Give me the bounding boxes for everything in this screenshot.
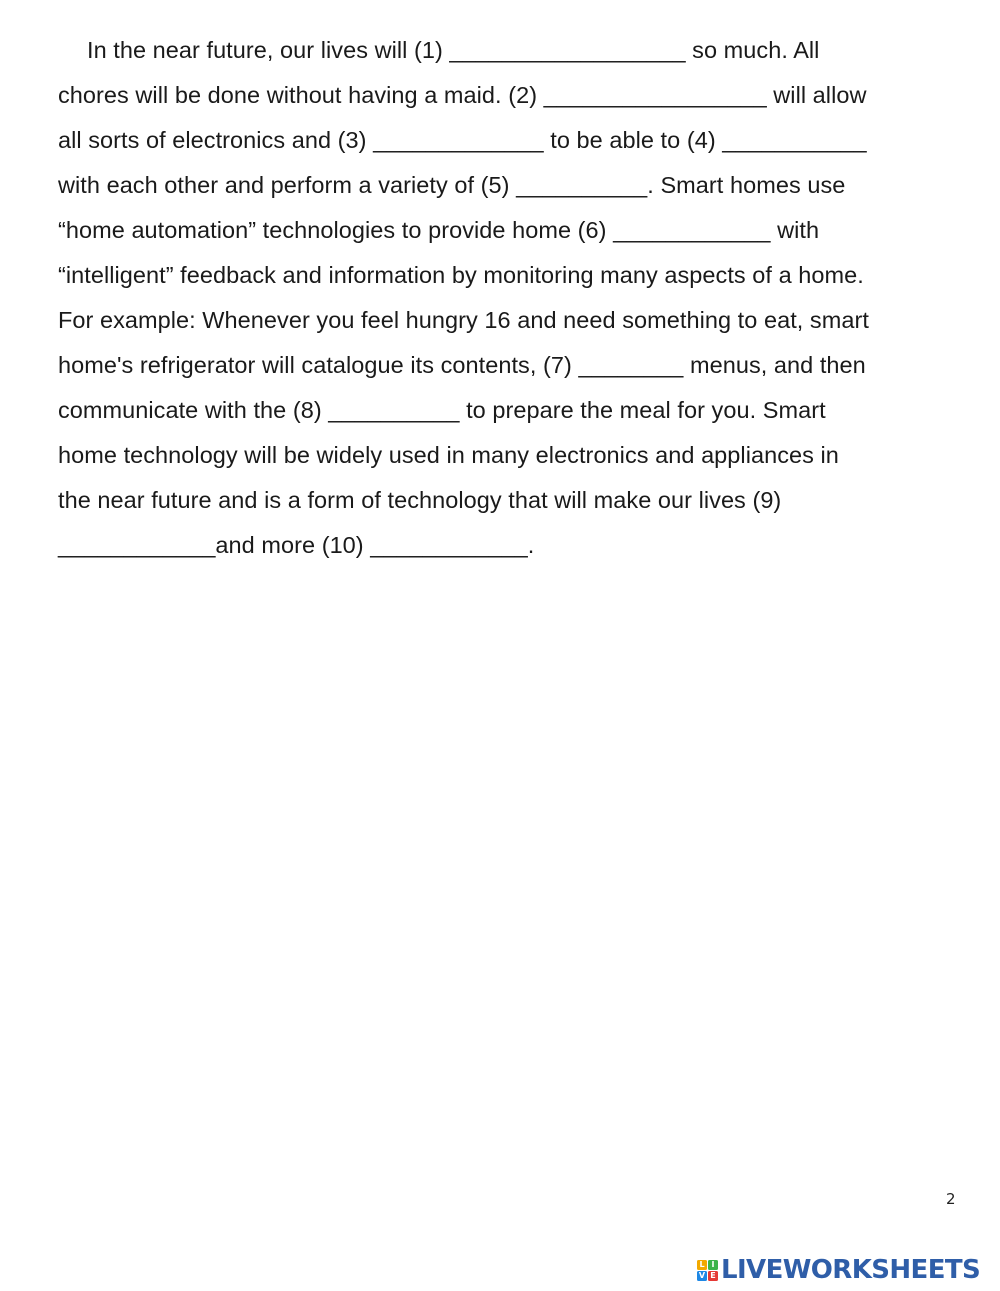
passage-line: In the near future, our lives will (1) __________________ so much. All	[87, 37, 820, 63]
passage-line: all sorts of electronics and (3) _____________ to be able to (4) ___________	[58, 127, 867, 153]
logo-text: LIVEWORKSHEETS	[721, 1255, 981, 1285]
passage-line: “home automation” technologies to provide home (6) ____________ with	[58, 217, 820, 243]
passage-line: the near future and is a form of technology that will make our lives (9)	[58, 487, 782, 513]
logo-tile: E	[708, 1271, 718, 1281]
liveworksheets-logo	[697, 1254, 980, 1286]
passage-line: “intelligent” feedback and information by monitoring many aspects of a home.	[58, 262, 864, 288]
logo-tile: V	[698, 1270, 706, 1280]
passage-line: home technology will be widely used in many electronics and appliances in	[58, 442, 839, 468]
logo-tile: I	[708, 1260, 718, 1270]
passage-line: home's refrigerator will catalogue its contents, (7) ________ menus, and then	[58, 352, 866, 378]
page-number: 2	[946, 1190, 956, 1208]
passage-line: with each other and perform a variety of (5) __________. Smart homes use	[58, 172, 846, 198]
logo-tile: L	[697, 1260, 707, 1270]
passage-line: ____________and more (10) ____________.	[58, 532, 535, 558]
logo-mark-icon	[697, 1260, 718, 1281]
passage-line: chores will be done without having a maid. (2) _________________ will allow	[58, 82, 867, 108]
passage-line: For example: Whenever you feel hungry 16 and need something to eat, smart	[58, 307, 869, 333]
passage-line: communicate with the (8) __________ to prepare the meal for you. Smart	[58, 397, 826, 423]
